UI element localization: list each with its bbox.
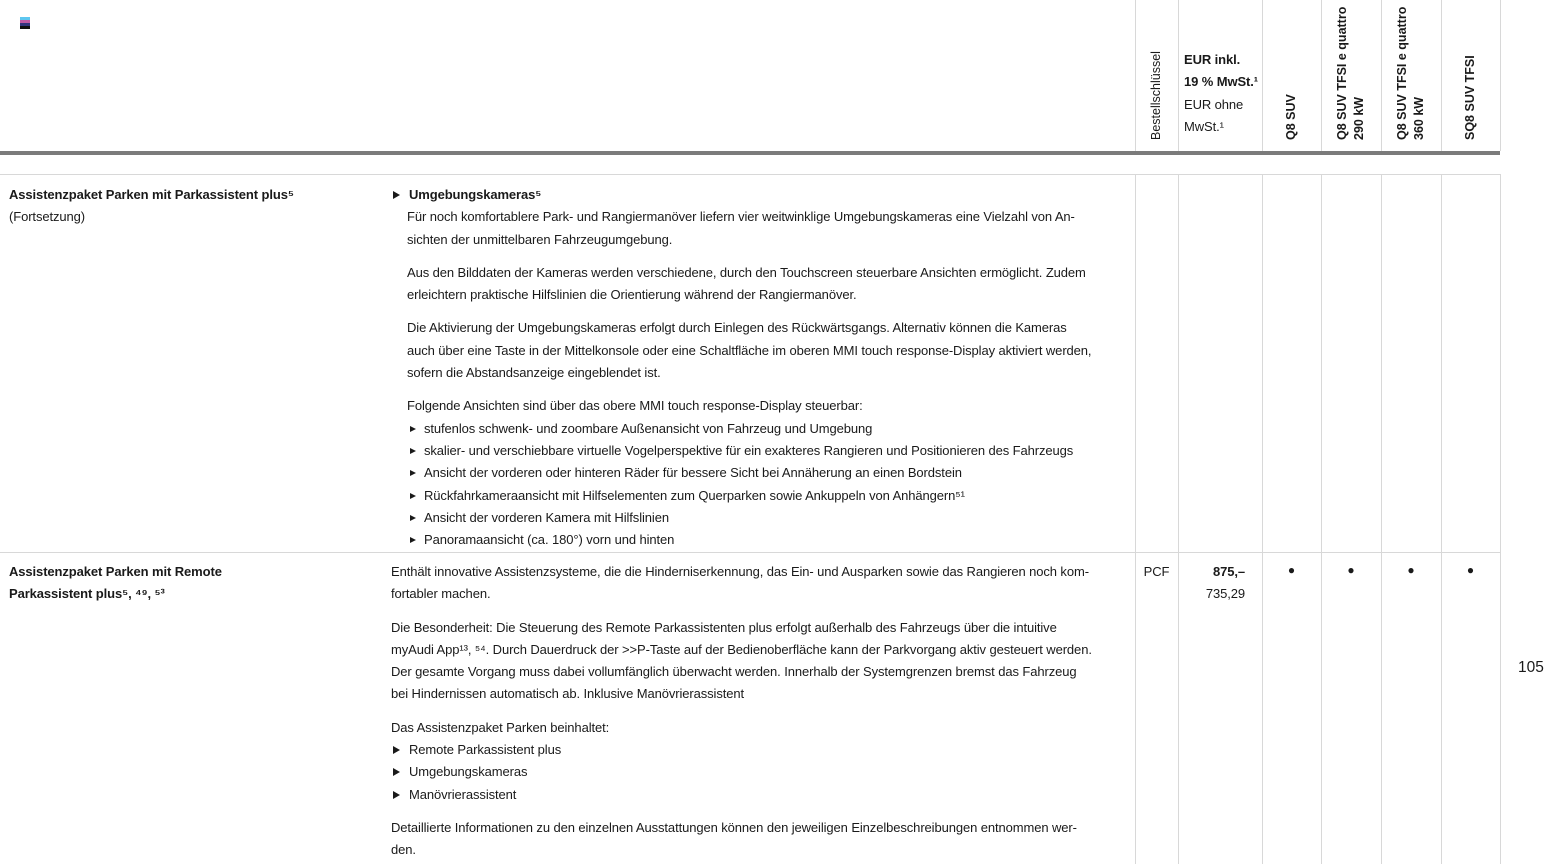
price-gross: 875,– <box>1212 564 1245 579</box>
body-grid-line <box>1500 174 1501 864</box>
list-item: Remote Parkassistent plus <box>393 739 1092 761</box>
column-header-model-q8-suv: Q8 SUV <box>1284 94 1298 140</box>
bullet-arrow-icon <box>393 791 400 799</box>
paragraph: Die Aktivierung der Umgebungskameras erfolgt durch Einlegen des Rückwärtsgangs. Alternativ können die Kameras auch über eine Taste in der Mittelkonsole oder eine Schaltfläche im oberen MMI touch response-Display aktiviert werden, sofern die Abstandsanzeige eingeblendet ist. <box>407 320 1092 381</box>
column-header-order-key <box>1149 51 1164 140</box>
bullet-arrow-icon <box>410 470 416 476</box>
list-item: stufenlos schwenk- und zoombare Außenansicht von Fahrzeug und Umgebung <box>410 418 1091 440</box>
column-header-price <box>1184 49 1258 138</box>
list-item: Umgebungskameras <box>393 761 1092 783</box>
body-grid-line <box>1135 174 1136 864</box>
price-header-line: EUR ohne <box>1184 96 1244 112</box>
bullet-arrow-icon <box>410 537 416 543</box>
header-separator-rule <box>0 151 1500 155</box>
row1-title-cell <box>9 184 294 229</box>
paragraph: Das Assistenzpaket Parken beinhaltet: <box>391 719 610 735</box>
header-grid-line <box>1321 0 1322 151</box>
order-key-label: Bestellschlüssel <box>1149 51 1163 140</box>
list-item: Panoramaansicht (ca. 180°) vorn und hinten <box>410 529 1091 551</box>
bullet-arrow-icon <box>393 768 400 776</box>
bullet-arrow-icon <box>393 191 400 199</box>
availability-dot-sq8: ● <box>1466 563 1475 577</box>
body-grid-line <box>1441 174 1442 864</box>
header-grid-line <box>1135 0 1136 151</box>
row1-description-cell <box>391 184 1091 551</box>
view-list <box>410 418 1091 552</box>
column-header-model-sq8: SQ8 SUV TFSI <box>1463 55 1477 140</box>
header-grid-line <box>1500 0 1501 151</box>
package-content-list <box>393 739 1092 806</box>
bullet-arrow-icon <box>393 746 400 754</box>
header-grid-line <box>1262 0 1263 151</box>
column-header-model-q8-tfsie-290: Q8 SUV TFSI e quattro 290 kW <box>1335 6 1366 140</box>
bullet-arrow-icon <box>410 448 416 454</box>
paragraph: Aus den Bilddaten der Kameras werden verschiedene, durch den Touchscreen steuerbare Ansichten ermöglicht. Zudem erleichtern praktische Hilfslinien die Orientierung während der Rangiermanöver. <box>407 264 1086 303</box>
row-divider <box>0 552 1500 553</box>
feature-heading-row <box>393 184 1091 206</box>
price-header-line: EUR inkl. <box>1184 52 1241 67</box>
option-subtitle: (Fortsetzung) <box>9 209 86 225</box>
column-header-model-q8-tfsie-360: Q8 SUV TFSI e quattro 360 kW <box>1395 6 1426 140</box>
body-grid-line <box>1381 174 1382 864</box>
print-registration-mark-icon <box>20 17 30 29</box>
body-grid-line <box>1262 174 1263 864</box>
option-title: Assistenzpaket Parken mit Remote <box>9 564 222 579</box>
paragraph: Für noch komfortablere Park- und Rangiermanöver liefern vier weitwinklige Umgebungskameras eine Vielzahl von An- sichten der unmittelbaren Fahrzeugumgebung. <box>407 209 1075 247</box>
header-grid-line <box>1178 0 1179 151</box>
feature-heading: Umgebungskameras⁵ <box>409 187 542 202</box>
list-item: Manövrierassistent <box>393 784 1092 806</box>
page-number: 105 <box>1518 659 1544 676</box>
row2-description-cell <box>391 561 1092 862</box>
price-cell <box>1178 561 1262 606</box>
list-item: Ansicht der vorderen oder hinteren Räder für bessere Sicht bei Annäherung an einen Bordstein <box>410 462 1091 484</box>
option-title: Assistenzpaket Parken mit Parkassistent plus⁵ <box>9 187 294 202</box>
paragraph: Folgende Ansichten sind über das obere MMI touch response-Display steuerbar: <box>407 398 863 414</box>
header-grid-line <box>1441 0 1442 151</box>
body-grid-line <box>1321 174 1322 864</box>
price-header-line: MwSt.¹ <box>1184 118 1224 134</box>
table-top-border <box>0 174 1500 175</box>
body-grid-line <box>1178 174 1179 864</box>
bullet-arrow-icon <box>410 426 416 432</box>
order-code-cell: PCF <box>1143 564 1170 579</box>
list-item: Ansicht der vorderen Kamera mit Hilfslinien <box>410 507 1091 529</box>
list-item: skalier- und verschiebbare virtuelle Vogelperspektive für ein exakteres Rangieren und Positionieren des Fahrzeugs <box>410 440 1091 462</box>
paragraph: Detaillierte Informationen zu den einzelnen Ausstattungen können den jeweiligen Einzelbeschreibungen entnommen wer- den. <box>391 819 1077 858</box>
list-item: Rückfahrkameraansicht mit Hilfselementen zum Querparken sowie Ankuppeln von Anhängern⁵¹ <box>410 485 1091 507</box>
price-header-line: 19 % MwSt.¹ <box>1184 74 1259 90</box>
paragraph: Enthält innovative Assistenzsysteme, die die Hinderniserkennung, das Ein- und Ausparken sowie das Rangieren noch kom- fortabler machen. <box>391 564 1089 602</box>
bullet-arrow-icon <box>410 493 416 499</box>
availability-dot-q8-tfsie-290: ● <box>1347 563 1355 577</box>
availability-dot-q8-tfsie-360: ● <box>1407 563 1415 577</box>
feature-body <box>407 206 1091 417</box>
option-title: Parkassistent plus⁵, ⁴⁹, ⁵³ <box>9 586 165 602</box>
paragraph: Die Besonderheit: Die Steuerung des Remote Parkassistenten plus erfolgt außerhalb des Fahrzeugs über die intuitive myAudi App¹³, ⁵⁴. Durch Dauerdruck der >>P-Taste auf der Bedienoberfläche kann der Parkvorgang aktiv gesteuert werden. Der gesamte Vorgang muss dabei vollumfänglich überwacht werden. Innerhalb der Systemgrenzen bremst das Fahrzeug bei Hindernissen automatisch ab. Inklusive Manövrierassistent <box>391 619 1092 702</box>
row2-title-cell <box>9 561 222 606</box>
header-grid-line <box>1381 0 1382 151</box>
price-net: 735,29 <box>1205 586 1245 602</box>
bullet-arrow-icon <box>410 515 416 521</box>
availability-dot-q8-suv: ● <box>1287 563 1296 577</box>
